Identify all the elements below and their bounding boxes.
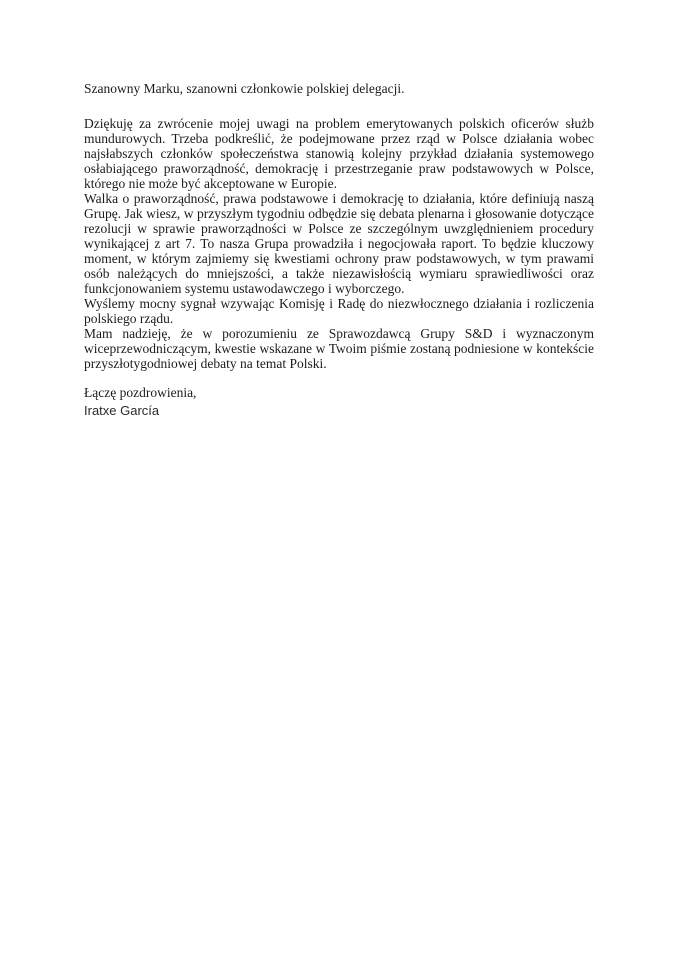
signature-name: Iratxe García	[84, 403, 160, 418]
paragraph-line: Dziękuję za zwrócenie mojej uwagi na problem emerytowanych polskich oficerów służb	[84, 116, 594, 131]
body-paragraph	[84, 116, 594, 191]
paragraph-line: moment, w którym zajmiemy się kwestiami ochrony praw podstawowych, w tym prawami	[84, 251, 594, 266]
paragraph-line: polskiego rządu.	[84, 311, 174, 326]
paragraph-line: przyszłotygodniowej debaty na temat Polski.	[84, 356, 327, 371]
paragraph-line: osłabiającego praworządność, demokrację i przestrzeganie praw podstawowych w Polsce,	[84, 161, 594, 176]
body-paragraph	[84, 296, 594, 326]
paragraph-line: którego nie może być akceptowane w Europie.	[84, 176, 338, 191]
salutation: Szanowny Marku, szanowni członkowie polskiej delegacji.	[84, 81, 405, 96]
paragraph-line: Wyślemy mocny sygnał wzywając Komisję i Radę do niezwłocznego działania i rozliczenia	[84, 296, 594, 311]
paragraph-line: Mam nadzieję, że w porozumieniu ze Sprawozdawcą Grupy S&D i wyznaczonym	[84, 326, 594, 341]
paragraph-line: mundurowych. Trzeba podkreślić, że podejmowane przez rząd w Polsce działania wobec	[84, 131, 594, 146]
paragraph-line: funkcjonowaniem systemu ustawodawczego i wyborczego.	[84, 281, 405, 296]
paragraph-line: Grupę. Jak wiesz, w przyszłym tygodniu odbędzie się debata plenarna i głosowanie dotyczące	[84, 206, 594, 221]
body-paragraphs	[84, 116, 594, 371]
closing: Łączę pozdrowienia,	[84, 385, 197, 400]
body-paragraph	[84, 326, 594, 371]
body-paragraph	[84, 191, 594, 296]
paragraph-line: najsłabszych członków społeczeństwa stanowią kolejny przykład działania systemowego	[84, 146, 594, 161]
paragraph-line: osób należących do mniejszości, a także niezawisłością wymiaru sprawiedliwości oraz	[84, 266, 594, 281]
paragraph-line: rezolucji w sprawie praworządności w Polsce ze szczególnym uwzględnieniem procedury	[84, 221, 594, 236]
paragraph-line: wiceprzewodniczącym, kwestie wskazane w Twoim piśmie zostaną podniesione w kontekście	[84, 341, 594, 356]
paragraph-line: Walka o praworządność, prawa podstawowe i demokrację to działania, które definiują naszą	[84, 191, 594, 206]
letter-content	[84, 81, 594, 419]
paragraph-line: wynikającej z art 7. To nasza Grupa prowadziła i negocjowała raport. To będzie kluczowy	[84, 236, 594, 251]
